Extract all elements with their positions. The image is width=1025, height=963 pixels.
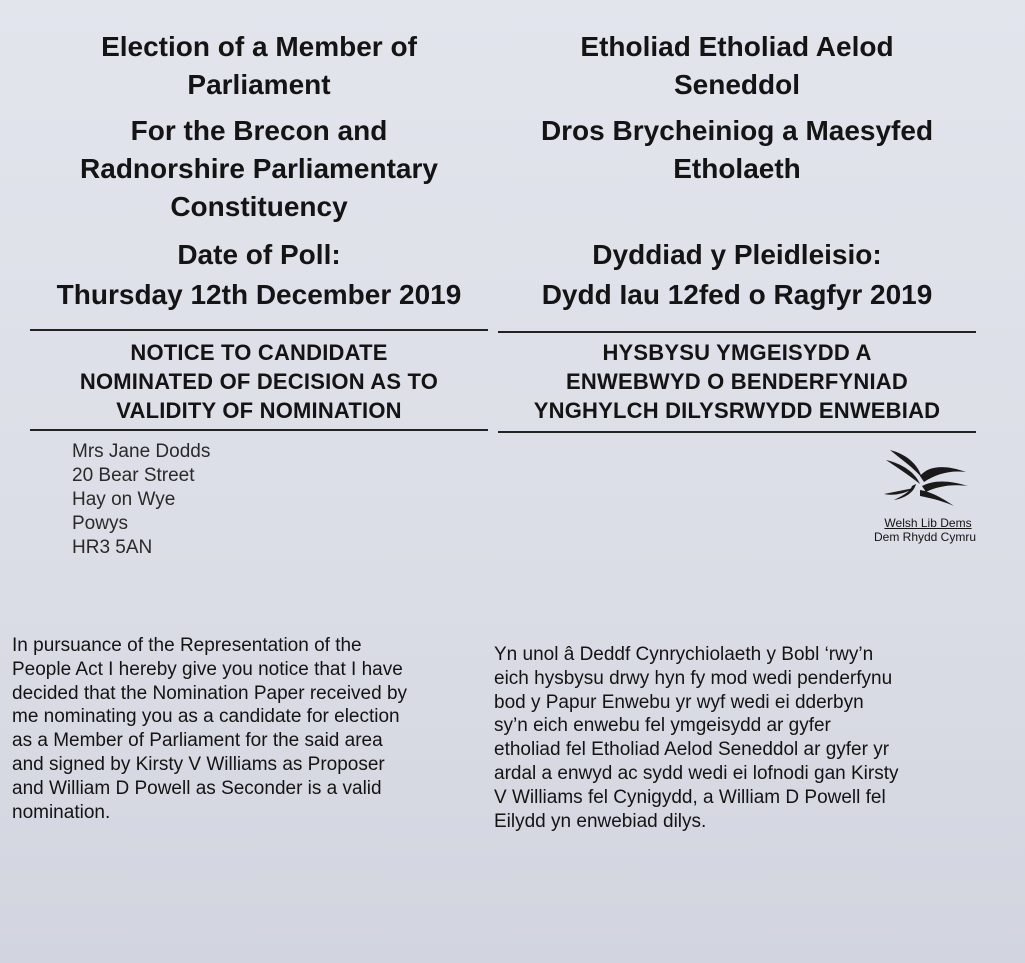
constituency-line: Etholaeth [673,153,801,184]
address-line: Hay on Wye [72,489,176,510]
address-line: 20 Bear Street [72,465,195,486]
english-column [30,0,488,440]
body-line: decided that the Nomination Paper received by [12,682,408,704]
notice-heading-en [30,338,488,425]
title-line: Election of a Member of [101,31,417,62]
divider [498,431,976,433]
constituency-en [30,112,488,226]
body-text-cy [494,643,984,833]
body-line: V Williams fel Cynigydd, a William D Powell fel [494,786,886,808]
poll-date-value-en: Thursday 12th December 2019 [56,279,462,310]
constituency-line: For the Brecon and [130,115,388,146]
divider [30,429,488,431]
body-line: and signed by Kirsty V Williams as Proposer [12,753,385,775]
address-line: Powys [72,513,128,534]
body-text-en [12,634,482,824]
notice-line: HYSBYSU YMGEISYDD A [602,340,872,365]
notice-line: YNGHYLCH DILYSRWYDD ENWEBIAD [533,398,941,423]
poll-date-value-cy: Dydd Iau 12fed o Ragfyr 2019 [541,279,933,310]
address-line: HR3 5AN [72,537,153,558]
body-line: Eilydd yn enwebiad dilys. [494,810,707,832]
constituency-line: Radnorshire Parliamentary [80,153,438,184]
notice-line: VALIDITY OF NOMINATION [116,398,402,423]
constituency-line: Constituency [170,191,348,222]
body-line: nomination. [12,801,111,823]
body-line: Yn unol â Deddf Cynrychiolaeth y Bobl ‘rwy’n [494,644,874,665]
body-line: ardal a enwyd ac sydd wedi ei lofnodi gan Kirsty [494,762,899,784]
logo-text-cy: Dem Rhydd Cymru [873,530,977,544]
body-line: sy’n eich enwebu fel ymgeisydd ar gyfer [494,715,831,737]
notice-line: ENWEBWYD O BENDERFYNIAD [566,369,908,394]
election-title-en [30,28,488,104]
title-line: Etholiad Etholiad Aelod [580,31,894,62]
constituency-cy [498,112,976,188]
title-line: Parliament [187,69,331,100]
constituency-line: Dros Brycheiniog a Maesyfed [540,115,934,146]
body-line: In pursuance of the Representation of the [12,635,362,656]
welsh-column [498,0,976,440]
candidate-address [72,440,210,560]
lib-dem-bird-icon [866,446,984,512]
election-title-cy [498,28,976,104]
body-line: and William D Powell as Seconder is a valid [12,777,382,799]
title-line: Seneddol [673,69,800,100]
body-line: as a Member of Parliament for the said area [12,730,383,752]
address-line: Mrs Jane Dodds [72,441,211,462]
logo-text-en: Welsh Lib Dems [884,516,972,530]
body-line: me nominating you as a candidate for election [12,706,400,728]
divider [498,331,976,333]
poll-date-label-cy: Dyddiad y Pleidleisio: [592,239,882,270]
body-line: bod y Papur Enwebu yr wyf wedi ei dderbyn [494,691,864,713]
notice-line: NOTICE TO CANDIDATE [130,340,388,365]
body-line: etholiad fel Etholiad Aelod Seneddol ar gyfer yr [494,739,890,761]
party-logo [866,446,984,544]
notice-line: NOMINATED OF DECISION AS TO [79,369,439,394]
poll-date-label-en: Date of Poll: [177,239,341,270]
divider [30,329,488,331]
body-line: eich hysbysu drwy hyn fy mod wedi penderfynu [494,667,893,689]
body-line: People Act I hereby give you notice that I have [12,658,403,680]
notice-heading-cy [498,338,976,425]
